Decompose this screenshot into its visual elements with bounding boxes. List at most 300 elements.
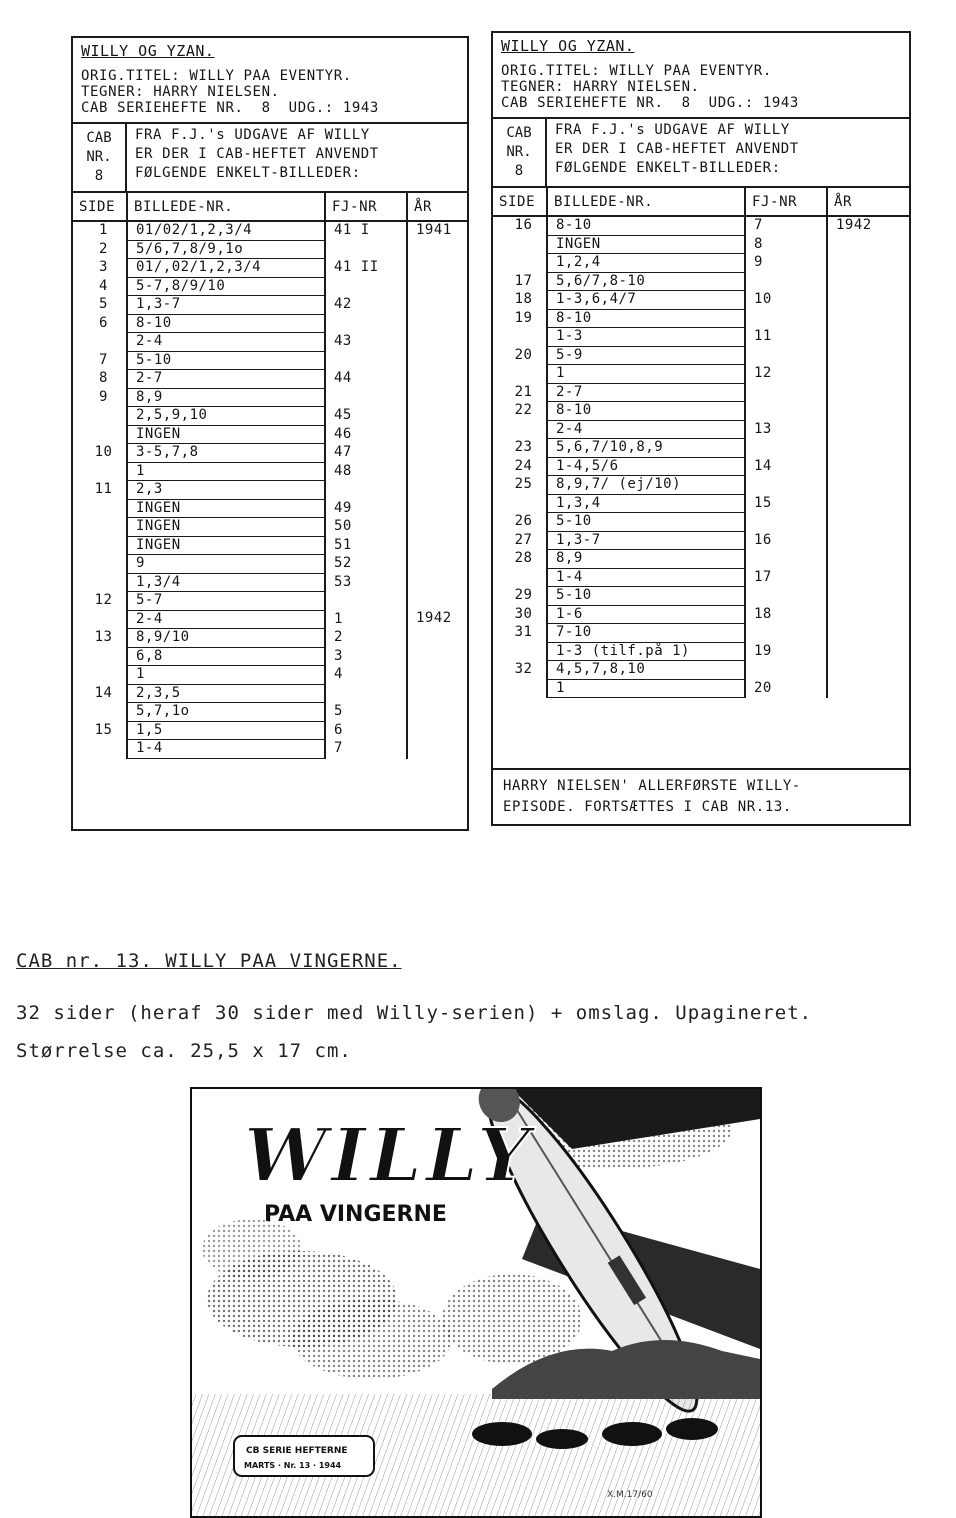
fj-number bbox=[325, 277, 407, 296]
fj-number: 18 bbox=[745, 605, 827, 624]
fj-number: 13 bbox=[745, 420, 827, 439]
page-number: 13 bbox=[73, 629, 127, 648]
year bbox=[407, 296, 467, 315]
table-row bbox=[73, 351, 467, 370]
fj-number bbox=[745, 309, 827, 328]
table-header-row bbox=[73, 193, 467, 221]
page-number: 14 bbox=[73, 684, 127, 703]
picture-numbers: 1-4 bbox=[547, 568, 745, 587]
year bbox=[827, 568, 909, 587]
page-number bbox=[73, 462, 127, 481]
picture-numbers: 1-4 bbox=[127, 740, 325, 759]
table-row bbox=[493, 568, 909, 587]
year bbox=[827, 531, 909, 550]
year bbox=[407, 481, 467, 500]
page-number: 4 bbox=[73, 277, 127, 296]
table-row bbox=[493, 624, 909, 643]
page-number: 19 bbox=[493, 309, 547, 328]
fj-number: 19 bbox=[745, 642, 827, 661]
picture-numbers: 1,3-7 bbox=[547, 531, 745, 550]
year bbox=[407, 647, 467, 666]
picture-numbers: 5-10 bbox=[127, 351, 325, 370]
picture-numbers: 5-9 bbox=[547, 346, 745, 365]
page-number: 24 bbox=[493, 457, 547, 476]
table-row bbox=[493, 531, 909, 550]
card-title: WILLY OG YZAN. bbox=[81, 42, 215, 60]
page-number: 12 bbox=[73, 592, 127, 611]
table-row bbox=[493, 457, 909, 476]
table-row bbox=[493, 494, 909, 513]
page-number bbox=[73, 740, 127, 759]
picture-numbers: 8,9,7/ (ej/10) bbox=[547, 476, 745, 495]
table-row bbox=[73, 666, 467, 685]
year bbox=[407, 388, 467, 407]
fj-number bbox=[745, 587, 827, 606]
table-row bbox=[493, 346, 909, 365]
page-number: 2 bbox=[73, 240, 127, 259]
table-row bbox=[493, 420, 909, 439]
picture-numbers: 4,5,7,8,10 bbox=[547, 661, 745, 680]
table-row bbox=[493, 272, 909, 291]
year bbox=[407, 684, 467, 703]
fj-number: 43 bbox=[325, 333, 407, 352]
table-row bbox=[493, 513, 909, 532]
year bbox=[827, 420, 909, 439]
picture-numbers: 01/,02/1,2,3/4 bbox=[127, 259, 325, 278]
table-row bbox=[73, 314, 467, 333]
table-row bbox=[73, 407, 467, 426]
year bbox=[827, 624, 909, 643]
table-row bbox=[73, 221, 467, 240]
orig-title: ORIG.TITEL: WILLY PAA EVENTYR. bbox=[81, 68, 352, 84]
page-number bbox=[73, 425, 127, 444]
fj-number bbox=[325, 481, 407, 500]
year bbox=[407, 555, 467, 574]
year bbox=[827, 383, 909, 402]
table-row bbox=[73, 536, 467, 555]
year bbox=[827, 661, 909, 680]
year bbox=[827, 309, 909, 328]
table-row bbox=[493, 605, 909, 624]
picture-numbers: INGEN bbox=[127, 425, 325, 444]
table-row bbox=[73, 629, 467, 648]
year bbox=[407, 462, 467, 481]
picture-numbers: 2-4 bbox=[127, 610, 325, 629]
table-row bbox=[73, 573, 467, 592]
table-row bbox=[73, 592, 467, 611]
table-row bbox=[73, 444, 467, 463]
table-row bbox=[73, 703, 467, 722]
fj-number bbox=[745, 661, 827, 680]
header-side: SIDE bbox=[493, 188, 547, 216]
issue-badge bbox=[234, 1436, 374, 1476]
picture-numbers: 1 bbox=[127, 666, 325, 685]
fj-number bbox=[745, 383, 827, 402]
table-row bbox=[73, 684, 467, 703]
page-number bbox=[73, 666, 127, 685]
picture-numbers: 2,3 bbox=[127, 481, 325, 500]
series-info: CAB SERIEHEFTE NR. 8 UDG.: 1943 bbox=[501, 95, 799, 111]
year bbox=[407, 407, 467, 426]
fj-number bbox=[745, 513, 827, 532]
series-info: CAB SERIEHEFTE NR. 8 UDG.: 1943 bbox=[81, 100, 379, 116]
picture-numbers: 5,7,1o bbox=[127, 703, 325, 722]
table-row bbox=[73, 721, 467, 740]
intro-text: FRA F.J.'s UDGAVE AF WILLY ER DER I CAB-HEFTET ANVENDT FØLGENDE ENKELT-BILLEDER: bbox=[555, 122, 799, 176]
picture-numbers: 1,5 bbox=[127, 721, 325, 740]
badge-issue: MARTS · Nr. 13 · 1944 bbox=[244, 1461, 342, 1470]
picture-numbers: 5/6,7,8/9,1o bbox=[127, 240, 325, 259]
fj-number: 53 bbox=[325, 573, 407, 592]
fj-number: 45 bbox=[325, 407, 407, 426]
year bbox=[827, 254, 909, 273]
description-line: 32 sider (heraf 30 sider med Willy-serien) + omslag. Upagineret. bbox=[16, 1002, 813, 1024]
card-intro bbox=[73, 124, 467, 193]
page-number: 8 bbox=[73, 370, 127, 389]
page-number: 16 bbox=[493, 216, 547, 235]
fj-number: 50 bbox=[325, 518, 407, 537]
fj-number: 16 bbox=[745, 531, 827, 550]
year bbox=[407, 277, 467, 296]
card-intro bbox=[493, 119, 909, 188]
table-row bbox=[493, 587, 909, 606]
page-number bbox=[493, 568, 547, 587]
page-number bbox=[493, 328, 547, 347]
year bbox=[827, 513, 909, 532]
page-number bbox=[73, 518, 127, 537]
table-header-row bbox=[493, 188, 909, 216]
page-number bbox=[493, 254, 547, 273]
table-row bbox=[493, 365, 909, 384]
year: 1942 bbox=[416, 610, 452, 626]
picture-numbers: 2-7 bbox=[547, 383, 745, 402]
intro-text: FRA F.J.'s UDGAVE AF WILLY ER DER I CAB-HEFTET ANVENDT FØLGENDE ENKELT-BILLEDER: bbox=[135, 127, 379, 181]
page-number bbox=[493, 420, 547, 439]
cab-number-label: CAB NR. 8 bbox=[73, 124, 127, 191]
cover-illustration bbox=[192, 1089, 760, 1516]
year bbox=[827, 550, 909, 569]
page-number: 32 bbox=[493, 661, 547, 680]
page-number: 5 bbox=[73, 296, 127, 315]
table-row bbox=[493, 383, 909, 402]
fj-number: 8 bbox=[745, 235, 827, 254]
page-number: 30 bbox=[493, 605, 547, 624]
fj-number: 6 bbox=[325, 721, 407, 740]
fj-number: 7 bbox=[325, 740, 407, 759]
picture-numbers: 5-7,8/9/10 bbox=[127, 277, 325, 296]
fj-number: 42 bbox=[325, 296, 407, 315]
comic-cover-image bbox=[190, 1087, 762, 1518]
year bbox=[827, 587, 909, 606]
fj-number bbox=[325, 240, 407, 259]
picture-numbers: 1-3 (tilf.på 1) bbox=[547, 642, 745, 661]
picture-numbers: 1-3 bbox=[547, 328, 745, 347]
artist-signature: X.M.17/60 bbox=[607, 1490, 653, 1500]
year bbox=[407, 314, 467, 333]
table-row bbox=[493, 235, 909, 254]
fj-number: 44 bbox=[325, 370, 407, 389]
size-line: Størrelse ca. 25,5 x 17 cm. bbox=[16, 1040, 352, 1062]
table-row bbox=[73, 481, 467, 500]
year bbox=[827, 679, 909, 698]
table-row bbox=[493, 550, 909, 569]
table-row bbox=[73, 518, 467, 537]
fj-number bbox=[745, 346, 827, 365]
year bbox=[407, 629, 467, 648]
fj-number bbox=[745, 272, 827, 291]
artist: TEGNER: HARRY NIELSEN. bbox=[81, 84, 280, 100]
page-number: 15 bbox=[73, 721, 127, 740]
page-number bbox=[73, 703, 127, 722]
picture-numbers: 3-5,7,8 bbox=[127, 444, 325, 463]
picture-numbers: 2-4 bbox=[127, 333, 325, 352]
table-row bbox=[73, 499, 467, 518]
fj-number: 12 bbox=[745, 365, 827, 384]
picture-numbers: 1 bbox=[127, 462, 325, 481]
picture-numbers: 5,6,7/10,8,9 bbox=[547, 439, 745, 458]
table-row bbox=[73, 277, 467, 296]
page-number bbox=[73, 536, 127, 555]
table-row bbox=[493, 328, 909, 347]
page-number: 29 bbox=[493, 587, 547, 606]
year bbox=[827, 439, 909, 458]
page-number bbox=[73, 647, 127, 666]
fj-number: 48 bbox=[325, 462, 407, 481]
picture-numbers: 2,5,9,10 bbox=[127, 407, 325, 426]
fj-number: 47 bbox=[325, 444, 407, 463]
page-number bbox=[73, 499, 127, 518]
section-heading: CAB nr. 13. WILLY PAA VINGERNE. bbox=[16, 950, 402, 972]
table-row bbox=[73, 388, 467, 407]
picture-numbers: 1 bbox=[547, 679, 745, 698]
fj-number: 3 bbox=[325, 647, 407, 666]
picture-numbers: 5-7 bbox=[127, 592, 325, 611]
header-picture: BILLEDE-NR. bbox=[127, 193, 325, 221]
year bbox=[827, 235, 909, 254]
page-number bbox=[73, 333, 127, 352]
fj-number bbox=[745, 402, 827, 421]
table-row bbox=[73, 240, 467, 259]
header-side: SIDE bbox=[73, 193, 127, 221]
picture-numbers: 8,9 bbox=[547, 550, 745, 569]
picture-numbers: 2-4 bbox=[547, 420, 745, 439]
year bbox=[407, 240, 467, 259]
table-row bbox=[73, 740, 467, 759]
picture-numbers: 5-10 bbox=[547, 587, 745, 606]
year bbox=[407, 425, 467, 444]
page-number bbox=[493, 494, 547, 513]
table-row bbox=[493, 476, 909, 495]
picture-numbers: 5,6/7,8-10 bbox=[547, 272, 745, 291]
table-row bbox=[493, 402, 909, 421]
header-fj: FJ-NR bbox=[325, 193, 407, 221]
picture-numbers: 1,3,4 bbox=[547, 494, 745, 513]
picture-numbers: 8-10 bbox=[127, 314, 325, 333]
table-row bbox=[73, 555, 467, 574]
page-number: 3 bbox=[73, 259, 127, 278]
page-number bbox=[493, 365, 547, 384]
header-picture: BILLEDE-NR. bbox=[547, 188, 745, 216]
table-row bbox=[73, 370, 467, 389]
card-header bbox=[73, 38, 467, 124]
badge-series: CB SERIE HEFTERNE bbox=[246, 1446, 348, 1456]
cab-number-label: CAB NR. 8 bbox=[493, 119, 547, 186]
willy-logo: WILLY bbox=[244, 1113, 534, 1199]
picture-numbers: 1-6 bbox=[547, 605, 745, 624]
fj-number: 41 I bbox=[325, 221, 407, 240]
picture-numbers: 9 bbox=[127, 555, 325, 574]
year bbox=[407, 444, 467, 463]
page-number: 17 bbox=[493, 272, 547, 291]
fj-number: 46 bbox=[325, 425, 407, 444]
year bbox=[827, 457, 909, 476]
page-number: 20 bbox=[493, 346, 547, 365]
fj-number bbox=[745, 476, 827, 495]
fj-number: 15 bbox=[745, 494, 827, 513]
page-number: 26 bbox=[493, 513, 547, 532]
fj-number bbox=[325, 388, 407, 407]
fj-number: 1 bbox=[325, 610, 407, 629]
table-row bbox=[493, 679, 909, 698]
year bbox=[407, 573, 467, 592]
page-number: 7 bbox=[73, 351, 127, 370]
picture-numbers: 2-7 bbox=[127, 370, 325, 389]
fj-number bbox=[325, 684, 407, 703]
page-number bbox=[73, 610, 127, 629]
year bbox=[827, 494, 909, 513]
fj-number: 7 bbox=[745, 216, 827, 235]
table-row bbox=[493, 216, 909, 235]
year bbox=[407, 333, 467, 352]
year: 1941 bbox=[416, 222, 452, 238]
year bbox=[827, 476, 909, 495]
page-number: 31 bbox=[493, 624, 547, 643]
page-number: 23 bbox=[493, 439, 547, 458]
fj-number: 49 bbox=[325, 499, 407, 518]
page-number bbox=[493, 679, 547, 698]
year bbox=[407, 351, 467, 370]
year bbox=[827, 365, 909, 384]
table-row bbox=[73, 333, 467, 352]
picture-numbers: 1 bbox=[547, 365, 745, 384]
picture-numbers: INGEN bbox=[127, 536, 325, 555]
page-number: 27 bbox=[493, 531, 547, 550]
picture-numbers: 8-10 bbox=[547, 402, 745, 421]
fj-number: 11 bbox=[745, 328, 827, 347]
picture-numbers: 1,3-7 bbox=[127, 296, 325, 315]
table-row bbox=[73, 296, 467, 315]
year bbox=[407, 259, 467, 278]
table-row bbox=[493, 291, 909, 310]
page-number bbox=[493, 235, 547, 254]
picture-numbers: 1-3,6,4/7 bbox=[547, 291, 745, 310]
page-number bbox=[73, 555, 127, 574]
year bbox=[407, 592, 467, 611]
fj-number: 10 bbox=[745, 291, 827, 310]
table-row bbox=[493, 254, 909, 273]
fj-number bbox=[745, 439, 827, 458]
table-row bbox=[493, 642, 909, 661]
page-number: 25 bbox=[493, 476, 547, 495]
fj-number: 9 bbox=[745, 254, 827, 273]
card-footer-note: HARRY NIELSEN' ALLERFØRSTE WILLY- EPISODE. FORTSÆTTES I CAB NR.13. bbox=[493, 768, 909, 824]
cover-subtitle: PAA VINGERNE bbox=[264, 1202, 447, 1227]
card-title: WILLY OG YZAN. bbox=[501, 37, 635, 55]
picture-numbers: 6,8 bbox=[127, 647, 325, 666]
year bbox=[827, 328, 909, 347]
page-number: 11 bbox=[73, 481, 127, 500]
year bbox=[827, 642, 909, 661]
year bbox=[827, 402, 909, 421]
page-number bbox=[73, 407, 127, 426]
year bbox=[407, 370, 467, 389]
year bbox=[407, 536, 467, 555]
table-row bbox=[73, 425, 467, 444]
page-number: 22 bbox=[493, 402, 547, 421]
picture-numbers: 7-10 bbox=[547, 624, 745, 643]
fj-number: 52 bbox=[325, 555, 407, 574]
left-index-card bbox=[71, 36, 469, 831]
picture-numbers: 1,2,4 bbox=[547, 254, 745, 273]
page-number bbox=[493, 642, 547, 661]
table-row bbox=[493, 661, 909, 680]
picture-numbers: 01/02/1,2,3/4 bbox=[127, 221, 325, 240]
page-number bbox=[73, 573, 127, 592]
header-year: ÅR bbox=[407, 193, 467, 221]
year bbox=[407, 499, 467, 518]
picture-numbers: 8-10 bbox=[547, 309, 745, 328]
page-number: 18 bbox=[493, 291, 547, 310]
page-number: 21 bbox=[493, 383, 547, 402]
picture-numbers: 2,3,5 bbox=[127, 684, 325, 703]
picture-numbers: 8-10 bbox=[547, 216, 745, 235]
picture-index-table bbox=[73, 193, 467, 759]
fj-number: 5 bbox=[325, 703, 407, 722]
table-row bbox=[493, 439, 909, 458]
header-year: ÅR bbox=[827, 188, 909, 216]
fj-number bbox=[745, 624, 827, 643]
picture-numbers: 8,9/10 bbox=[127, 629, 325, 648]
page-number: 9 bbox=[73, 388, 127, 407]
table-row bbox=[73, 462, 467, 481]
picture-numbers: 5-10 bbox=[547, 513, 745, 532]
fj-number bbox=[325, 351, 407, 370]
picture-numbers: INGEN bbox=[127, 518, 325, 537]
picture-numbers: 8,9 bbox=[127, 388, 325, 407]
picture-numbers: INGEN bbox=[547, 235, 745, 254]
fj-number bbox=[325, 592, 407, 611]
picture-numbers: 1,3/4 bbox=[127, 573, 325, 592]
year bbox=[827, 291, 909, 310]
fj-number: 2 bbox=[325, 629, 407, 648]
year bbox=[407, 666, 467, 685]
year bbox=[827, 346, 909, 365]
orig-title: ORIG.TITEL: WILLY PAA EVENTYR. bbox=[501, 63, 772, 79]
year bbox=[407, 740, 467, 759]
year bbox=[407, 518, 467, 537]
table-row bbox=[493, 309, 909, 328]
artist: TEGNER: HARRY NIELSEN. bbox=[501, 79, 700, 95]
year bbox=[827, 272, 909, 291]
picture-numbers: INGEN bbox=[127, 499, 325, 518]
picture-numbers: 1-4,5/6 bbox=[547, 457, 745, 476]
page-number: 6 bbox=[73, 314, 127, 333]
fj-number: 20 bbox=[745, 679, 827, 698]
fj-number: 14 bbox=[745, 457, 827, 476]
right-index-card bbox=[491, 31, 911, 826]
fj-number bbox=[745, 550, 827, 569]
year bbox=[827, 605, 909, 624]
